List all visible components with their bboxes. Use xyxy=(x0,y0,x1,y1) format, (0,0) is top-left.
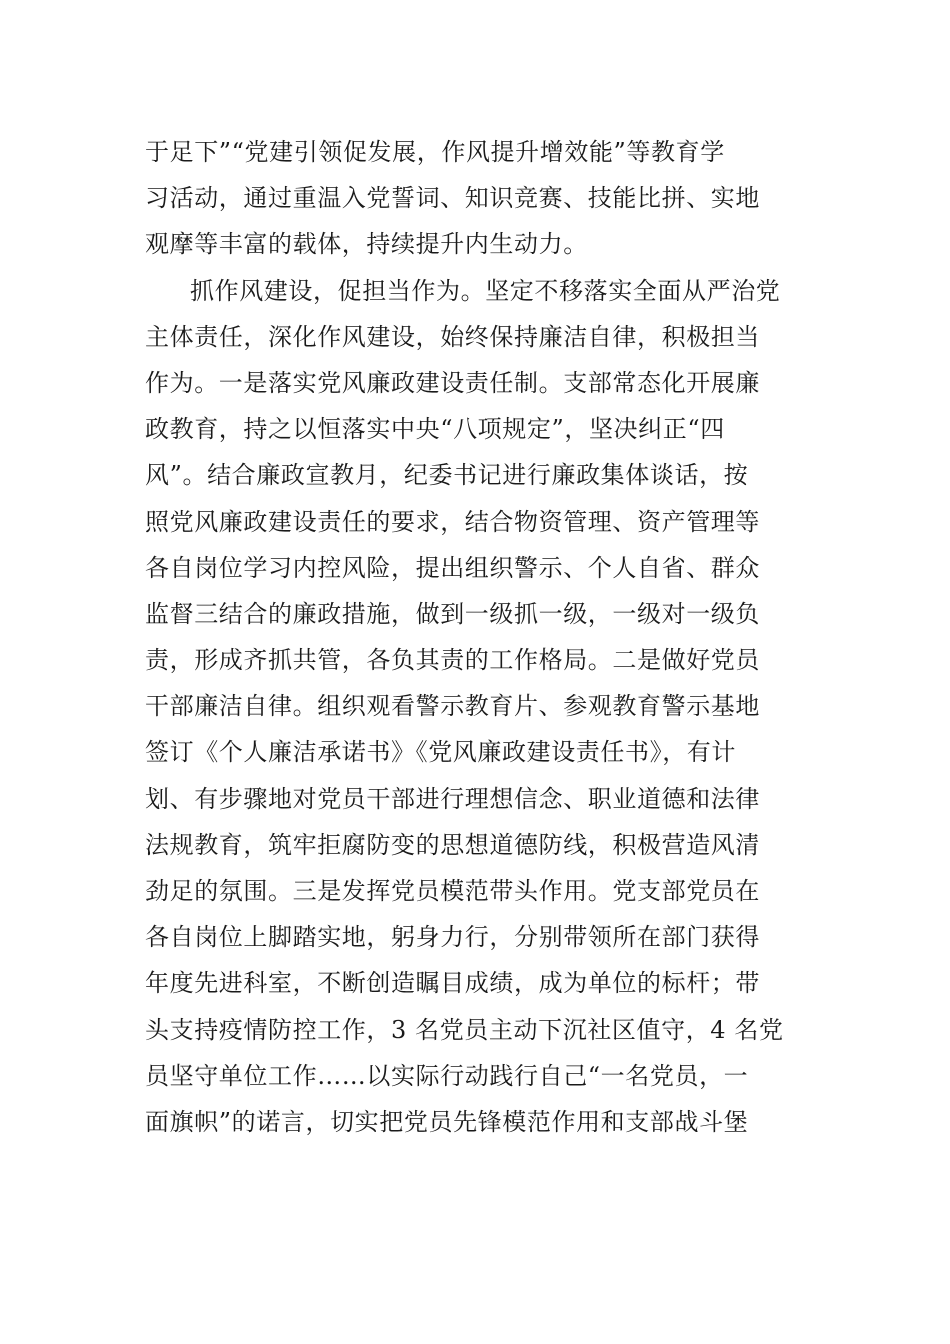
text-line: 劲足的氛围。三是发挥党员模范带头作用。党支部党员在 xyxy=(145,877,760,905)
text-line: 各自岗位学习内控风险，提出组织警示、个人自省、群众 xyxy=(145,553,760,582)
text-line: 政教育，持之以恒落实中央“八项规定”，坚决纠正“四 xyxy=(145,415,725,444)
document-body xyxy=(145,129,810,1145)
text-line: 风”。结合廉政宣教月，纪委书记进行廉政集体谈话，按 xyxy=(145,461,749,490)
text-line: 员坚守单位工作……以实际行动践行自己“一名党员，一 xyxy=(145,1061,749,1090)
text-line: 作为。一是落实党风廉政建设责任制。支部常态化开展廉 xyxy=(145,368,760,397)
text-line: 面旗帜”的诺言，切实把党员先锋模范作用和支部战斗堡 xyxy=(145,1107,749,1136)
text-line: 法规教育，筑牢拒腐防变的思想道德防线，积极营造风清 xyxy=(145,830,760,859)
text-line: 各自岗位上脚踏实地，躬身力行，分别带领所在部门获得 xyxy=(145,923,760,952)
paragraph-continuation xyxy=(145,129,810,268)
text-line: 照党风廉政建设责任的要求，结合物资管理、资产管理等 xyxy=(145,507,760,536)
text-line: 年度先进科室，不断创造瞩目成绩，成为单位的标杆；带 xyxy=(145,969,760,998)
text-line: 监督三结合的廉政措施，做到一级抓一级，一级对一级负 xyxy=(145,599,760,628)
text-line: 习活动，通过重温入党誓词、知识竞赛、技能比拼、实地 xyxy=(145,184,760,213)
paragraph-style-building xyxy=(145,268,810,1146)
text-line: 头支持疫情防控工作，3 名党员主动下沉社区值守，4 名党 xyxy=(145,1015,784,1044)
text-line: 划、有步骤地对党员干部进行理想信念、职业道德和法律 xyxy=(145,784,760,813)
text-line: 观摩等丰富的载体，持续提升内生动力。 xyxy=(145,230,588,259)
text-line: 签订《个人廉洁承诺书》《党风廉政建设责任书》，有计 xyxy=(145,738,736,767)
text-line-first: 抓作风建设，促担当作为。坚定不移落实全面从严治党 xyxy=(190,276,781,305)
text-line: 于足下”“党建引领促发展，作风提升增效能”等教育学 xyxy=(145,138,725,166)
text-line: 责，形成齐抓共管，各负其责的工作格局。二是做好党员 xyxy=(145,646,760,675)
text-line: 干部廉洁自律。组织观看警示教育片、参观教育警示基地 xyxy=(145,692,760,721)
text-line: 主体责任，深化作风建设，始终保持廉洁自律，积极担当 xyxy=(145,322,760,351)
